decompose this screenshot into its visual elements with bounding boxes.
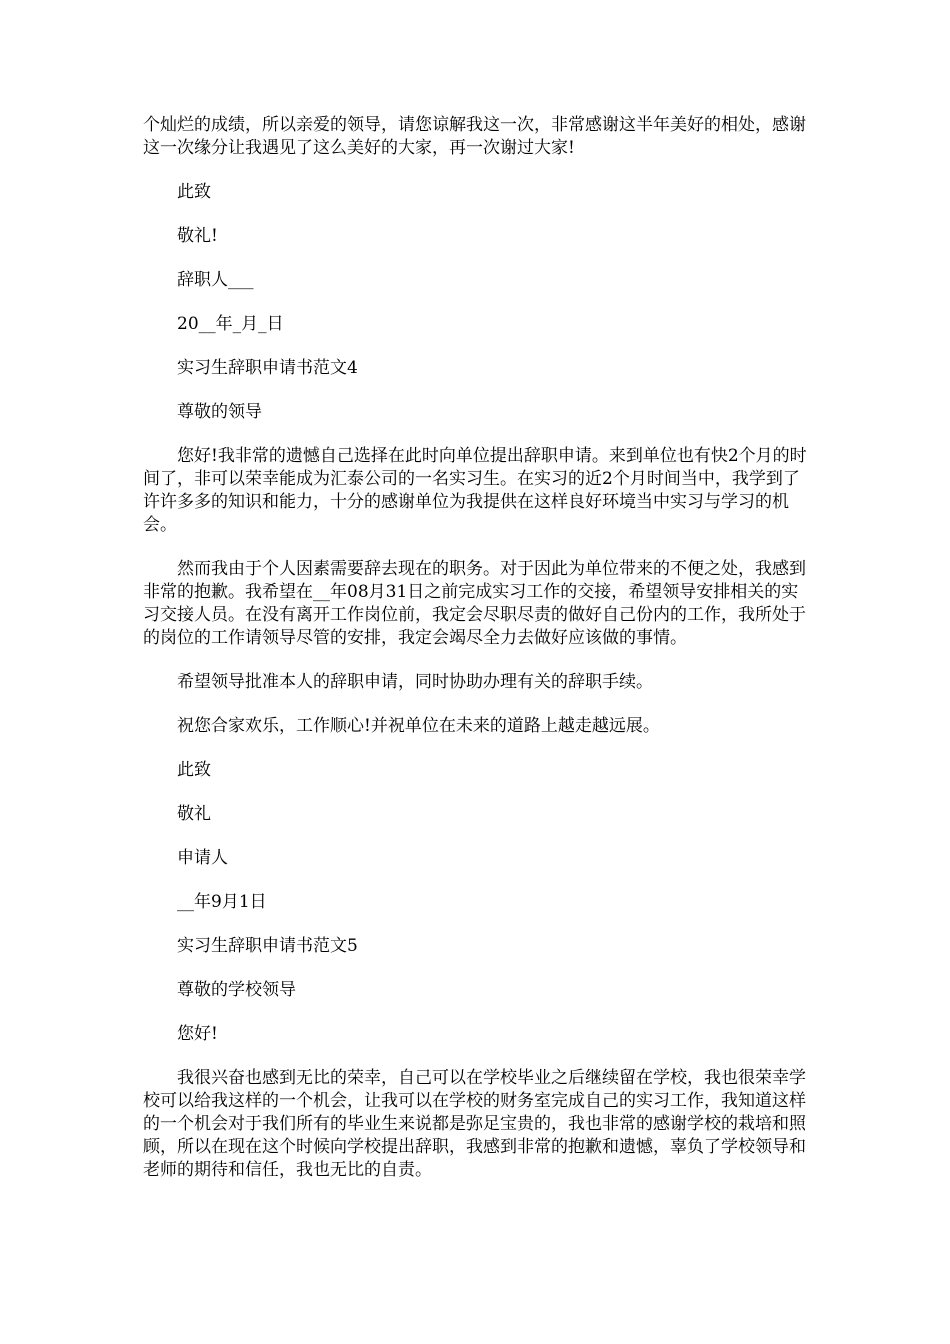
closing-regards: 敬礼!: [177, 226, 218, 246]
date-line: __年9月1日: [177, 892, 267, 912]
greeting-line: 尊敬的学校领导: [177, 980, 296, 1000]
greeting-hello: 您好!: [177, 1024, 218, 1044]
body-paragraph: 然而我由于个人因素需要辞去现在的职务。对于因此为单位带来的不便之处，我感到非常的抱歉。我希望在__年08月31日之前完成实习工作的交接，希望领导安排相关的实习交接人员。在没有离开工作岗位前，我定会尽职尽责的做好自己份内的工作，我所处于的岗位的工作请领导尽管的安排，我定会竭尽全力去做好应该做的事情。: [143, 559, 806, 648]
body-paragraph: 我很兴奋也感到无比的荣幸，自己可以在学校毕业之后继续留在学校，我也很荣幸学校可以给我这样的一个机会，让我可以在学校的财务室完成自己的实习工作，我知道这样的一个机会对于我们所有的毕业生来说都是弥足宝贵的，我也非常的感谢学校的栽培和照顾，所以在现在这个时候向学校提出辞职，我感到非常的抱歉和遗憾，辜负了学校领导和老师的期待和信任，我也无比的自责。: [143, 1068, 806, 1180]
body-paragraph: 希望领导批准本人的辞职申请，同时协助办理有关的辞职手续。: [177, 672, 653, 692]
closing-regards: 敬礼: [177, 804, 211, 824]
date-line: 20__年_月_日: [177, 314, 284, 334]
body-paragraph: 您好!我非常的遗憾自己选择在此时向单位提出辞职申请。来到单位也有快2个月的时间了，非可以荣幸能成为汇泰公司的一名实习生。在实习的近2个月时间当中，我学到了许许多多的知识和能力，十分的感谢单位为我提供在这样良好环境当中实习与学习的机会。: [143, 446, 807, 535]
closing-salutation: 此致: [177, 182, 211, 202]
signature-line: 申请人: [177, 848, 228, 868]
section-title-5: 实习生辞职申请书范文5: [177, 936, 358, 956]
paragraph-continuation: 个灿烂的成绩，所以亲爱的领导，请您谅解我这一次，非常感谢这半年美好的相处，感谢这一次缘分让我遇见了这么美好的大家，再一次谢过大家!: [143, 115, 806, 158]
document-body: [143, 114, 807, 1203]
body-paragraph: 祝您合家欢乐，工作顺心!并祝单位在未来的道路上越走越远展。: [177, 716, 660, 736]
greeting-line: 尊敬的领导: [177, 402, 262, 422]
section-title-4: 实习生辞职申请书范文4: [177, 358, 358, 378]
closing-salutation: 此致: [177, 760, 211, 780]
signature-line: 辞职人___: [177, 270, 254, 290]
